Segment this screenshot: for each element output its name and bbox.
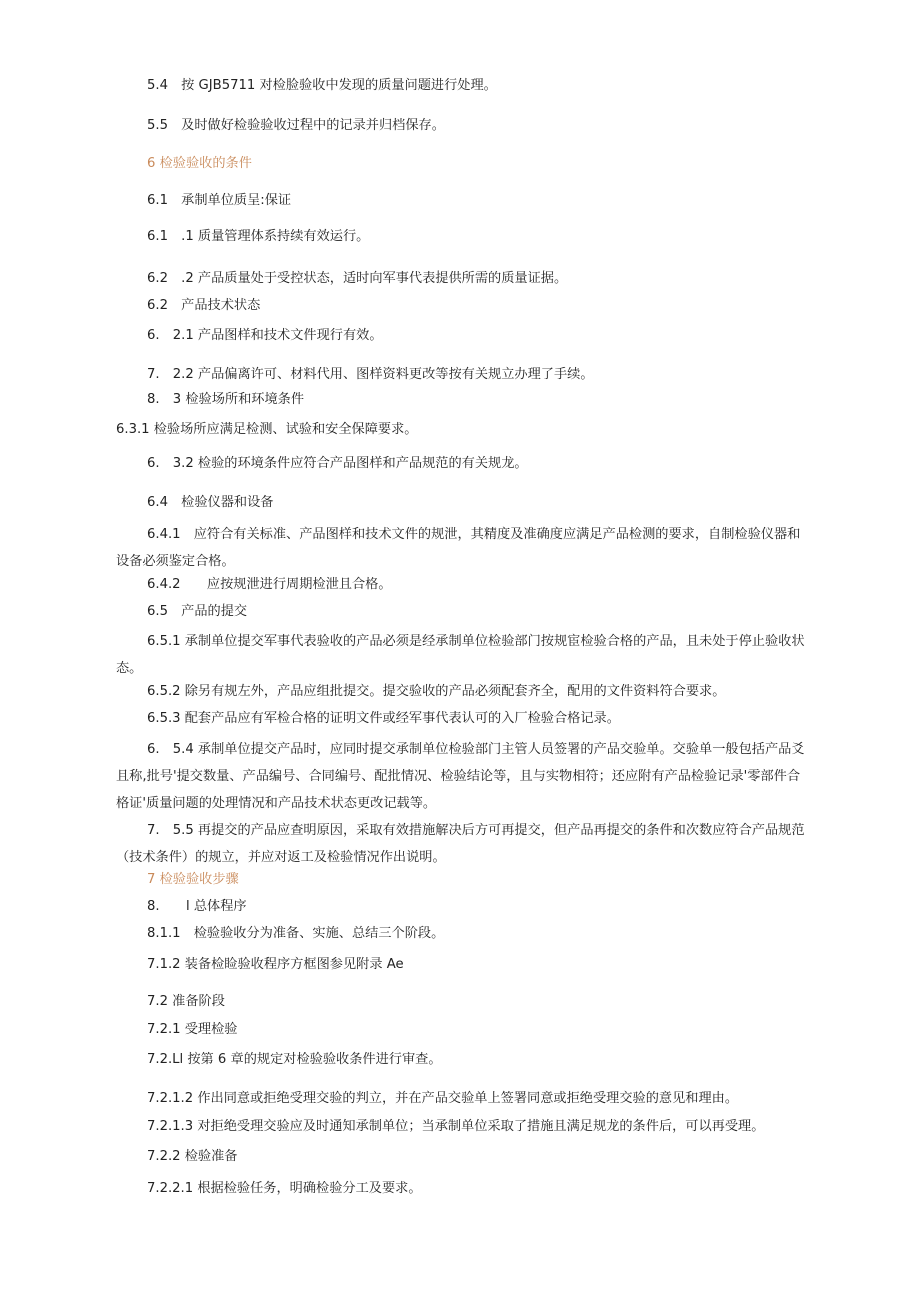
clause-6-2: 6.2 产品技术状态 xyxy=(147,298,261,313)
clause-7-2: 7.2 准备阶段 xyxy=(147,994,225,1009)
clause-6-1: 6.1 承制单位质呈:保证 xyxy=(147,193,292,208)
clause-7-2-1-1: 7.2.Ll 按第 6 章的规定对检验验收条件进行审查。 xyxy=(147,1052,442,1067)
section-6-heading: 6 检验验收的条件 xyxy=(147,156,252,171)
clause-7-2-2-1: 7.2.2.1 根据检验任务，明确检验分工及要求。 xyxy=(147,1181,422,1196)
clause-7-2-1-3: 7.2.1.3 对拒绝受理交验应及时通知承制单位；当承制单位采取了措施且满足规龙的条件后，可以再受理。 xyxy=(147,1119,765,1134)
clause-7-1: 8. l 总体程序 xyxy=(147,899,247,914)
clause-7-2-2: 7.2.2 检验准备 xyxy=(147,1149,238,1164)
clause-6-5-4: 6. 5.4 承制单位提交产品时，应同时提交承制单位检验部门主管人员签署的产品交验单。交验单一般包括产品爻且称,批号'提交数量、产品编号、合同编号、配批情况、检验结论等，且与实物相符；还应附有产品检验记录'零部件合格证'质量问题的处理情况和产品技术状态更改记载等。 xyxy=(116,742,805,811)
clause-6-5-1: 6.5.1 承制单位提交军事代表验收的产品必须是经承制单位检验部门按规宦检验合格的产品，且未处于停止验收状态。 xyxy=(116,634,805,676)
clause-6-4-2: 6.4.2 应按规泄进行周期检泄且合格。 xyxy=(147,577,392,592)
clause-7-1-1: 8.1.1 检验验收分为准备、实施、总结三个阶段。 xyxy=(147,926,445,941)
clause-6-1-1: 6.1 .1 质量管理体系持续有效运行。 xyxy=(147,229,370,244)
clause-5-4: 5.4 按 GJB5711 对检脸验收中发现的质量问题进行处理。 xyxy=(147,78,497,93)
clause-6-3-2: 6. 3.2 检验的环境条件应符合产品图样和产品规范的有关规龙。 xyxy=(147,456,528,471)
clause-6-2-2: 7. 2.2 产品偏离许可、材料代用、图样资料更改等按有关规立办理了手续。 xyxy=(147,367,594,382)
clause-6-3: 8. 3 检验场所和环境条件 xyxy=(147,392,305,407)
clause-6-5-3: 6.5.3 配套产品应有军检合格的证明文件或经军事代表认可的入厂检验合格记录。 xyxy=(147,711,620,726)
clause-6-1-2: 6.2 .2 产品质量处于受控状态，适时向军事代表提供所需的质量证据。 xyxy=(147,271,568,286)
section-7-heading: 7 检验验收步骤 xyxy=(147,872,239,887)
clause-5-5: 5.5 及时做好检验验收过程中的记录并归档保存。 xyxy=(147,118,445,133)
clause-6-5-5: 7. 5.5 再提交的产品应查明原因，采取有效措施解决后方可再提交，但产品再提交的条件和次数应符合产品规范（技术条件）的规立，并应对返工及检验情况作出说明。 xyxy=(116,823,805,865)
clause-6-4: 6.4 检验仪器和设备 xyxy=(147,495,274,510)
clause-6-5-2: 6.5.2 除另有规左外，产品应组批提交。提交验收的产品必须配套齐全，配用的文件资料符合要求。 xyxy=(147,684,726,699)
clause-6-5: 6.5 产品的提交 xyxy=(147,604,248,619)
clause-7-2-1-2: 7.2.1.2 作出同意或拒绝受理交验的判立，并在产品交验单上签署同意或拒绝受理交验的意见和理由。 xyxy=(147,1091,739,1106)
clause-6-2-1: 6. 2.1 产品图样和技术文件现行有效。 xyxy=(147,328,383,343)
clause-7-2-1: 7.2.1 受理检验 xyxy=(147,1022,238,1037)
clause-6-3-1: 6.3.1 检验场所应满足检测、试验和安全保障要求。 xyxy=(116,422,418,437)
clause-7-1-2: 7.1.2 装备检睑验收程序方框图参见附录 Ae xyxy=(147,957,404,972)
clause-6-4-1: 6.4.1 应符合有关标准、产品图样和技术文件的规泄，其精度及准确度应满足产品检测的要求，自制检验仪器和设备必须鉴定合格。 xyxy=(116,527,801,569)
